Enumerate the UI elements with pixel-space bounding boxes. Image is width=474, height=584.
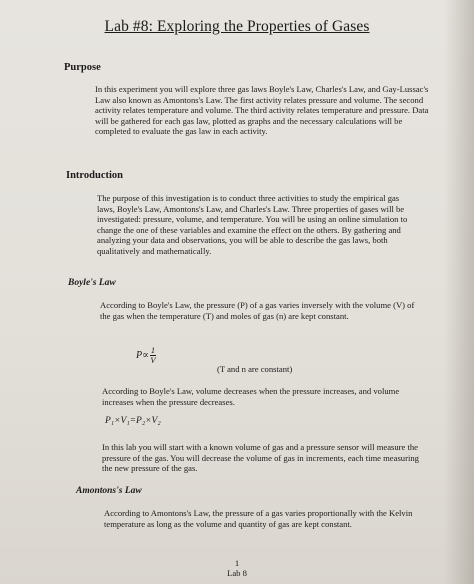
boyles-law-para1: According to Boyle's Law, the pressure (P) of a gas varies inversely with the volume (V) of the gas when the temperature (T) and moles of gas (n) are kept constant. <box>100 300 415 321</box>
purpose-text: In this experiment you will explore three gas laws Boyle's Law, Charles's Law, and Gay-Lussac's Law also known as Amontons's Law. The first activity relates pressure and volume. The second activity relates temperature and volume. The third activity relates temperature and pressure. Data will be gathered for each gas law, plotted as graphs and the necessary calculations will be completed to evaluate the gas law in each activity. <box>95 84 429 137</box>
boyles-law-equation: P₁×V₁=P₂×V₂ <box>105 416 161 426</box>
amontons-law-heading: Amontons's Law <box>76 486 142 496</box>
formula-denominator: V <box>150 355 156 365</box>
boyles-law-para3: In this lab you will start with a known volume of gas and a pressure sensor will measure the pressure of the gas. You will decrease the volume of gas in increments, each time measuring the new pressure of the gas. <box>102 442 419 474</box>
purpose-heading: Purpose <box>64 62 101 73</box>
boyles-law-proportionality-formula <box>136 346 156 365</box>
amontons-law-para1: According to Amontons's Law, the pressure of a gas varies proportionally with the Kelvin temperature as long as the volume and quantity of gas are kept constant. <box>104 508 413 529</box>
boyles-law-para2: According to Boyle's Law, volume decreases when the pressure increases, and volume increases when the pressure decreases. <box>102 386 400 407</box>
page-number: 1 <box>234 558 240 568</box>
footer-label: Lab 8 <box>227 568 247 578</box>
introduction-heading: Introduction <box>66 170 123 181</box>
formula-note: (T and n are constant) <box>217 364 293 374</box>
page-title: Lab #8: Exploring the Properties of Gases <box>104 18 370 35</box>
introduction-text: The purpose of this investigation is to conduct three activities to study the empirical gas laws, Boyle's Law, Amontons's Law, and Charles's Law. Three properties of gases will be investigated: pressure, volume, and temperature. You will be using an online simulation to change the one of these variables and examine the effect on the others. By gathering and analyzing your data and observations, you will be able to describe the gas laws, both qualitatively and mathematically. <box>97 193 408 256</box>
formula-fraction <box>150 346 156 365</box>
boyles-law-heading: Boyle's Law <box>68 278 116 288</box>
page-edge-shadow <box>444 0 474 584</box>
formula-lhs: P∝ <box>136 349 149 361</box>
formula-numerator: 1 <box>150 345 156 355</box>
